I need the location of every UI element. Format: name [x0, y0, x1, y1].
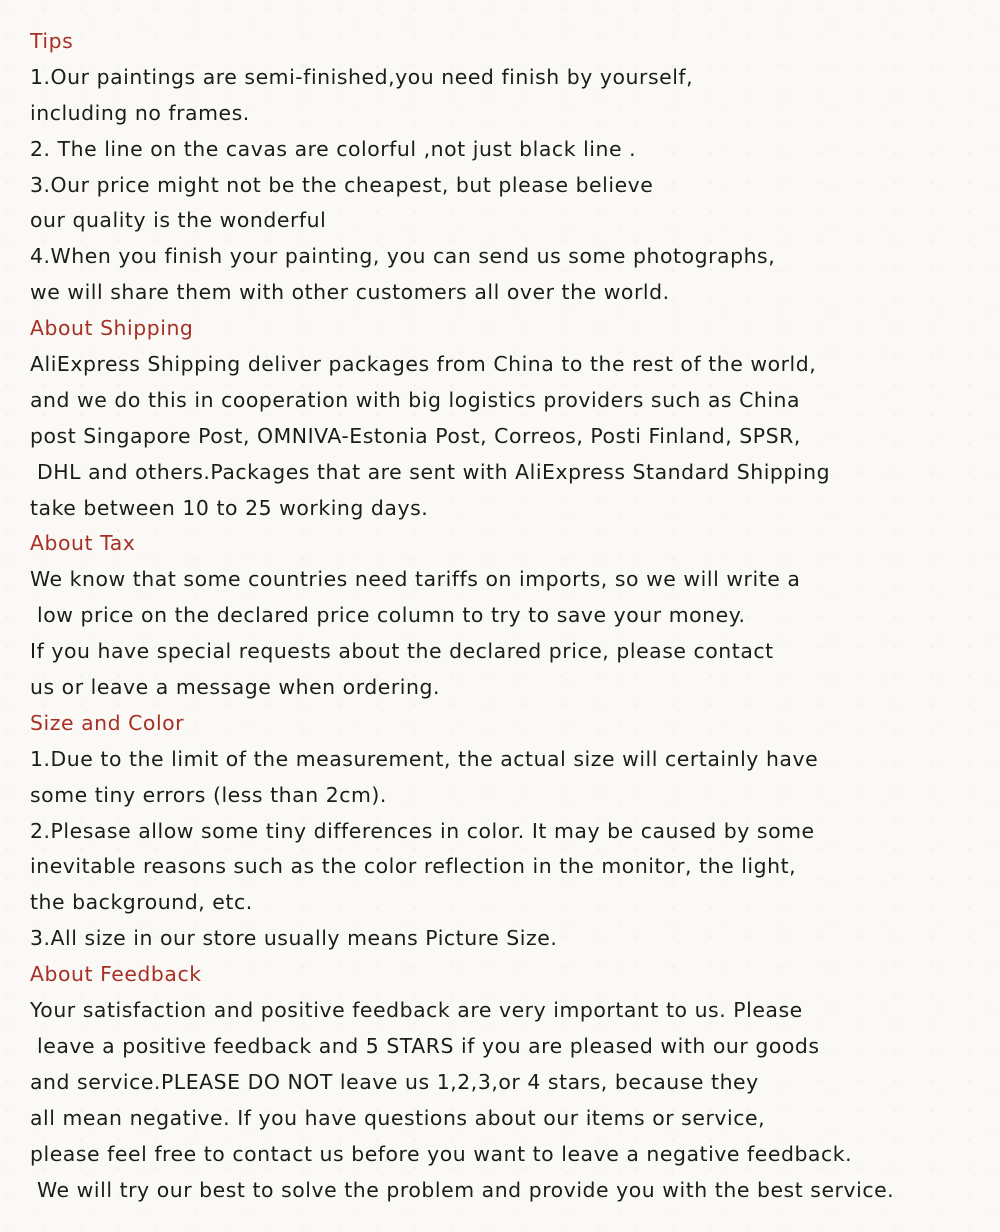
heading-about-feedback: About Feedback	[30, 962, 202, 987]
text-line: 2.Plesase allow some tiny differences in color. It may be caused by some	[30, 818, 815, 843]
text-line: leave a positive feedback and 5 STARS if you are pleased with our goods	[30, 1033, 820, 1058]
text-line: take between 10 to 25 working days.	[30, 495, 429, 520]
text-line: AliExpress Shipping deliver packages from China to the rest of the world,	[30, 352, 817, 377]
heading-tips: Tips	[30, 29, 74, 53]
text-line: low price on the declared price column to try to save your money.	[30, 603, 746, 628]
text-line: and we do this in cooperation with big logistics providers such as China	[30, 387, 801, 412]
text-line: us or leave a message when ordering.	[30, 675, 440, 700]
text-line: We will try our best to solve the problem and provide you with the best service.	[30, 1177, 895, 1202]
text-line: some tiny errors (less than 2cm).	[30, 782, 387, 807]
text-line: 3.All size in our store usually means Picture Size.	[30, 926, 558, 951]
text-line: including no frames.	[30, 100, 250, 125]
heading-about-tax: About Tax	[30, 531, 136, 556]
text-line: DHL and others.Packages that are sent with AliExpress Standard Shipping	[30, 459, 831, 484]
text-line: 4.When you finish your painting, you can send us some photographs,	[30, 244, 776, 269]
text-line: and service.PLEASE DO NOT leave us 1,2,3,or 4 stars, because they	[30, 1069, 759, 1094]
text-line: 1.Our paintings are semi-finished,you need finish by yourself,	[30, 64, 694, 89]
text-line: If you have special requests about the declared price, please contact	[30, 639, 774, 664]
text-line: our quality is the wonderful	[30, 208, 327, 233]
text-line: 3.Our price might not be the cheapest, but please believe	[30, 172, 654, 197]
text-line: 2. The line on the cavas are colorful ,not just black line .	[30, 136, 637, 161]
text-line: 1.Due to the limit of the measurement, the actual size will certainly have	[30, 746, 819, 771]
heading-size-and-color: Size and Color	[30, 710, 185, 735]
text-line: please feel free to contact us before you want to leave a negative feedback.	[30, 1141, 853, 1166]
text-line: We know that some countries need tariffs on imports, so we will write a	[30, 567, 801, 592]
heading-about-shipping: About Shipping	[30, 316, 194, 341]
text-line: inevitable reasons such as the color reflection in the monitor, the light,	[30, 854, 797, 879]
text-line: all mean negative. If you have questions about our items or service,	[30, 1105, 766, 1130]
text-line: the background, etc.	[30, 890, 253, 915]
text-line: Your satisfaction and positive feedback are very important to us. Please	[30, 998, 803, 1023]
text-line: we will share them with other customers all over the world.	[30, 280, 670, 305]
text-line: post Singapore Post, OMNIVA-Estonia Post, Correos, Posti Finland, SPSR,	[30, 423, 801, 448]
